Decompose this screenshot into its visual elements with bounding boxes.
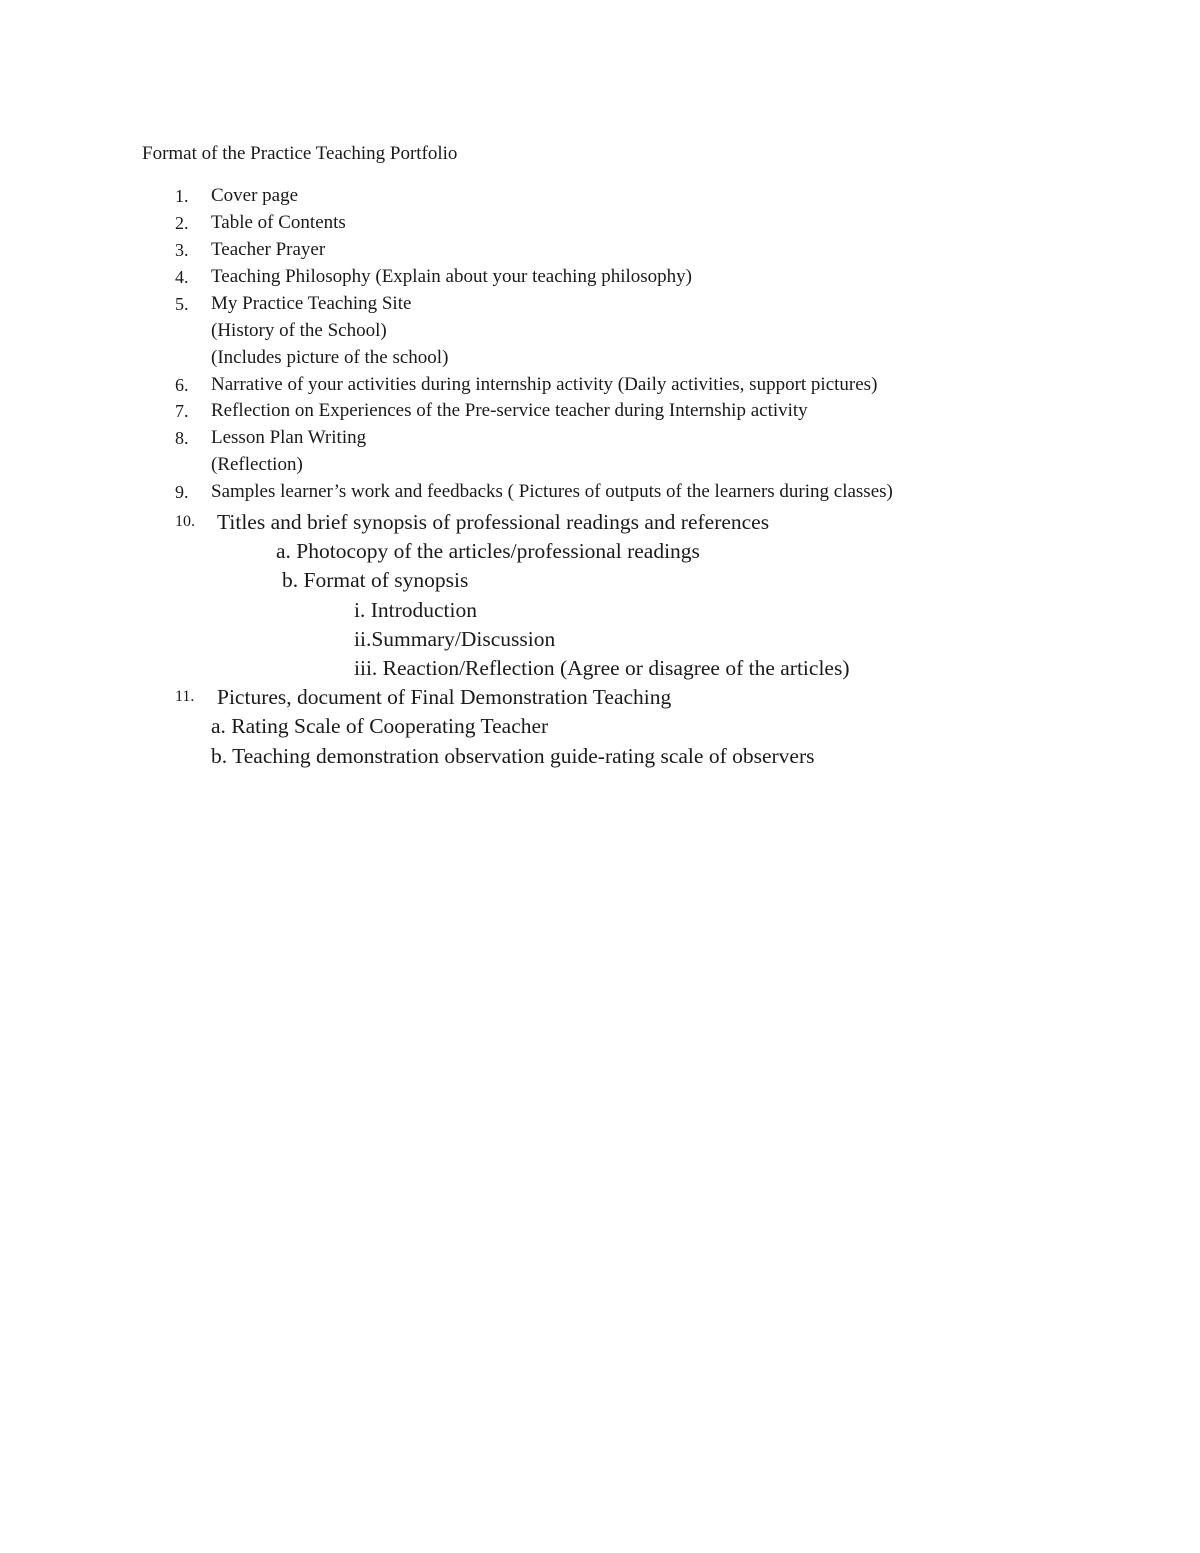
list-item: Narrative of your activities during internship activity (Daily activities, support pictures) xyxy=(211,374,878,395)
list-number: 7. xyxy=(175,401,189,421)
list-number: 6. xyxy=(175,375,189,395)
list-item: My Practice Teaching Site xyxy=(211,293,412,314)
list-item: Samples learner’s work and feedbacks ( Pictures of outputs of the learners during classes) xyxy=(211,481,893,502)
sub-sub-item: iii. Reaction/Reflection (Agree or disagree of the articles) xyxy=(354,656,850,680)
list-item-continuation: (History of the School) xyxy=(211,320,387,341)
list-item: Pictures, document of Final Demonstration Teaching xyxy=(217,685,672,709)
list-item-continuation: (Reflection) xyxy=(211,454,303,475)
list-number: 4. xyxy=(175,267,189,287)
list-item: Reflection on Experiences of the Pre-service teacher during Internship activity xyxy=(211,400,808,421)
list-item: Table of Contents xyxy=(211,212,346,233)
list-number: 10. xyxy=(175,513,195,530)
list-number: 11. xyxy=(175,688,195,705)
sub-item: a. Photocopy of the articles/professional readings xyxy=(276,539,700,563)
list-item: Cover page xyxy=(211,185,299,206)
list-item-continuation: (Includes picture of the school) xyxy=(211,347,449,368)
list-number: 1. xyxy=(175,186,189,206)
list-item: Teacher Prayer xyxy=(211,239,326,260)
list-number: 9. xyxy=(175,482,189,502)
list-number: 5. xyxy=(175,294,189,314)
document-title: Format of the Practice Teaching Portfolio xyxy=(142,143,458,164)
sub-item: b. Format of synopsis xyxy=(282,568,469,592)
list-number: 2. xyxy=(175,213,189,233)
sub-item: a. Rating Scale of Cooperating Teacher xyxy=(211,714,549,738)
list-item: Lesson Plan Writing xyxy=(211,427,367,448)
list-item: Titles and brief synopsis of professional readings and references xyxy=(217,510,770,534)
sub-item: b. Teaching demonstration observation guide-rating scale of observers xyxy=(211,744,815,768)
list-item: Teaching Philosophy (Explain about your teaching philosophy) xyxy=(211,266,692,287)
list-number: 3. xyxy=(175,240,189,260)
list-number: 8. xyxy=(175,428,189,448)
sub-sub-item: i. Introduction xyxy=(354,598,478,622)
sub-sub-item: ii.Summary/Discussion xyxy=(354,627,556,651)
